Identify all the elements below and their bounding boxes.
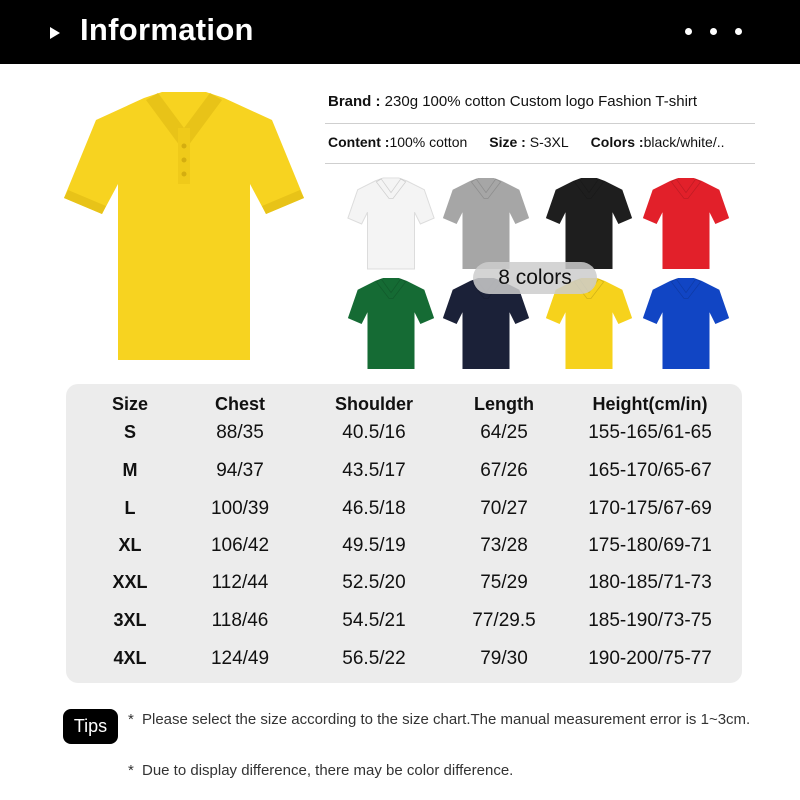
hero-button-3 bbox=[182, 172, 187, 177]
size-value: S-3XL bbox=[529, 134, 569, 150]
size-chart-header-height-cm-in: Height(cm/in) bbox=[592, 394, 708, 414]
divider bbox=[325, 123, 755, 124]
size-label: Size : bbox=[489, 134, 526, 150]
spec-brand bbox=[328, 93, 697, 110]
page-title: Information bbox=[80, 12, 254, 47]
size-chart-cell: 56.5/22 bbox=[342, 648, 406, 669]
size-chart-cell: 67/26 bbox=[480, 460, 528, 481]
size-chart-header-size: Size bbox=[111, 394, 149, 414]
swatch-body bbox=[643, 178, 729, 269]
spec-details bbox=[328, 134, 725, 150]
size-chart-cell: 73/28 bbox=[480, 535, 528, 556]
tip-note-text: Please select the size according to the size chart.The manual measurement error is 1~3cm. bbox=[142, 711, 751, 728]
size-chart-cell: 112/44 bbox=[211, 572, 269, 593]
size-chart-cell: 75/29 bbox=[480, 572, 528, 593]
size-chart-header-length: Length bbox=[474, 394, 534, 414]
hero-polo-shirt-image bbox=[60, 88, 308, 368]
size-chart-size-cell: M bbox=[122, 460, 138, 480]
hero-button-1 bbox=[182, 144, 187, 149]
size-chart-size-cell: XL bbox=[118, 535, 142, 555]
size-chart-cell: 155-165/61-65 bbox=[588, 422, 712, 443]
size-chart-cell: 106/42 bbox=[210, 535, 270, 556]
brand-value: 230g 100% cotton Custom logo Fashion T-shirt bbox=[384, 93, 698, 110]
size-chart-cell: 70/27 bbox=[480, 498, 528, 519]
content-value: 100% cotton bbox=[389, 134, 468, 150]
size-chart-cell: 52.5/20 bbox=[342, 572, 406, 593]
swatch-black-polo bbox=[543, 175, 635, 271]
hero-button-2 bbox=[182, 158, 187, 163]
size-chart-cell: 118/46 bbox=[211, 610, 269, 631]
size-chart-size-cell: 4XL bbox=[113, 648, 147, 668]
tip-note: * Please select the size according to the size chart.The manual measurement error is 1~3cm. bbox=[128, 711, 751, 728]
play-triangle-icon bbox=[50, 27, 60, 39]
size-chart-size-cell: 3XL bbox=[113, 610, 147, 630]
size-chart-cell: 49.5/19 bbox=[342, 535, 406, 556]
size-chart-panel bbox=[66, 384, 742, 683]
size-chart-size-cell: S bbox=[123, 422, 137, 442]
size-chart-cell: 124/49 bbox=[210, 648, 270, 669]
colors-value: black/white/.. bbox=[643, 134, 725, 150]
swatch-grey-polo bbox=[440, 175, 532, 271]
swatch-body bbox=[546, 178, 632, 269]
size-chart-cell: 46.5/18 bbox=[342, 498, 406, 519]
size-chart-cell: 54.5/21 bbox=[342, 610, 406, 631]
colors-count-badge: 8 colors bbox=[473, 262, 597, 294]
size-chart-cell: 165-170/65-67 bbox=[588, 460, 712, 481]
size-chart-cell: 185-190/73-75 bbox=[588, 610, 712, 631]
tip-note: * Due to display difference, there may be color difference. bbox=[128, 762, 514, 779]
size-chart-size-cell: XXL bbox=[112, 572, 148, 592]
size-chart-cell: 88/35 bbox=[216, 422, 264, 443]
size-chart-cell: 170-175/67-69 bbox=[588, 498, 712, 519]
swatch-green-polo bbox=[345, 275, 437, 371]
size-chart-cell: 79/30 bbox=[480, 648, 528, 669]
swatch-body bbox=[643, 278, 729, 369]
size-chart-cell: 94/37 bbox=[216, 460, 264, 481]
brand-label: Brand : bbox=[328, 93, 381, 110]
size-chart-cell: 175-180/69-71 bbox=[588, 535, 712, 556]
size-chart-cell: 180-185/71-73 bbox=[588, 572, 712, 593]
tip-note-text: Due to display difference, there may be color difference. bbox=[142, 762, 514, 779]
swatch-white-polo bbox=[345, 175, 437, 271]
divider bbox=[325, 163, 755, 164]
size-chart-size-cell: L bbox=[124, 498, 136, 518]
swatch-body bbox=[348, 278, 434, 369]
content-label: Content : bbox=[328, 134, 390, 150]
size-chart-header-shoulder: Shoulder bbox=[334, 394, 414, 414]
swatch-body bbox=[348, 178, 434, 269]
swatch-body bbox=[443, 178, 529, 269]
size-chart-cell: 100/39 bbox=[210, 498, 270, 519]
tips-badge: Tips bbox=[63, 709, 118, 744]
size-chart-cell: 190-200/75-77 bbox=[588, 648, 712, 669]
size-chart-cell: 64/25 bbox=[480, 422, 528, 443]
size-chart-cell: 77/29.5 bbox=[472, 610, 536, 631]
header-bar bbox=[0, 0, 800, 64]
more-dots-icon bbox=[685, 28, 742, 35]
swatch-red-polo bbox=[640, 175, 732, 271]
size-chart-cell: 43.5/17 bbox=[342, 460, 406, 481]
size-chart-header-chest: Chest bbox=[214, 394, 266, 414]
colors-label: Colors : bbox=[590, 134, 644, 150]
swatch-royal-blue-polo bbox=[640, 275, 732, 371]
size-chart-cell: 40.5/16 bbox=[342, 422, 406, 443]
